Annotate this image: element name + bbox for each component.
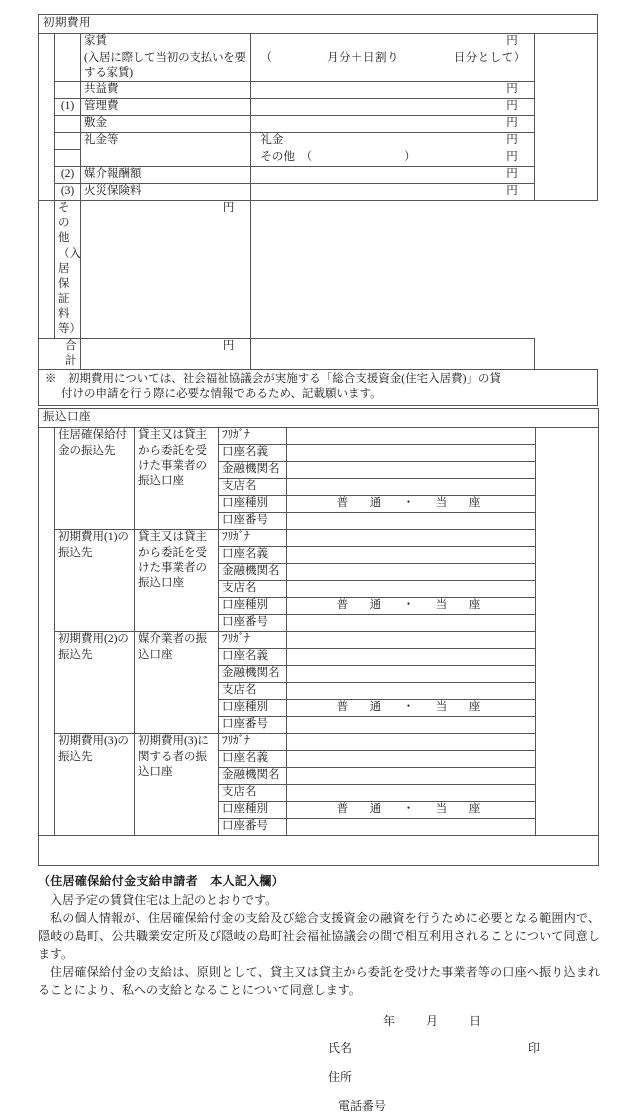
phone-label: 電話番号	[338, 1099, 387, 1114]
row-number-blank	[55, 82, 81, 99]
name-label: 氏名	[328, 1041, 353, 1056]
table-row	[39, 167, 598, 184]
table-row	[39, 201, 598, 339]
table-row	[39, 428, 599, 445]
bank-block-who-2: 初期費用(2)の振込先	[55, 632, 135, 734]
table-row	[39, 184, 598, 201]
field-label-kana: ﾌﾘｶﾞﾅ	[219, 530, 287, 547]
table-row	[39, 116, 598, 133]
field-input-branch-2[interactable]	[287, 683, 536, 700]
signature-name-row[interactable]	[38, 1039, 600, 1057]
signature-block	[38, 1039, 600, 1115]
date-year-label: 年	[383, 1014, 397, 1029]
yen-unit: 円	[506, 83, 518, 96]
table-row	[39, 82, 598, 99]
row-number-blank	[55, 116, 81, 133]
seal-label: 印	[528, 1041, 541, 1056]
field-input-bank-1[interactable]	[287, 564, 536, 581]
account-type-options-3[interactable]: 普 通 ・ 当 座	[287, 802, 536, 819]
row-number-blank	[55, 133, 81, 150]
account-type-options-0[interactable]: 普 通 ・ 当 座	[287, 496, 536, 513]
date-day-label: 日	[469, 1014, 483, 1029]
key-money-label: 礼金	[260, 134, 284, 147]
field-input-kana-0[interactable]	[287, 428, 536, 445]
field-input-branch-1[interactable]	[287, 581, 536, 598]
field-input-branch-3[interactable]	[287, 785, 536, 802]
initial-costs-section-title: 初期費用	[39, 15, 598, 34]
row-number-1: (1)	[55, 99, 81, 116]
field-input-kana-3[interactable]	[287, 734, 536, 751]
cost-value-key-money	[251, 133, 534, 150]
table-row	[39, 632, 599, 649]
table-row	[39, 133, 598, 150]
field-input-holder-1[interactable]	[287, 547, 536, 564]
signature-phone-row[interactable]	[38, 1097, 600, 1115]
field-label-type: 口座種別	[219, 496, 287, 513]
field-label-holder: 口座名義	[219, 445, 287, 462]
cost-item-common-fee: 共益費	[81, 82, 251, 99]
rent-paren-open: （	[260, 51, 273, 64]
rent-months-label: 月分＋日割り	[327, 51, 400, 64]
yen-unit: 円	[506, 35, 518, 48]
bank-block-who-0: 住居確保給付金の振込先	[55, 428, 135, 530]
cost-value-key-money-other	[251, 150, 534, 167]
right-tail-cell	[534, 34, 597, 201]
field-input-branch-0[interactable]	[287, 479, 536, 496]
declaration-title: （住居確保給付金支給申請者 本人記入欄）	[38, 874, 285, 889]
field-label-branch: 支店名	[219, 683, 287, 700]
bank-block-desc-0: 貸主又は貸主から委託を受けた事業者の振込口座	[135, 428, 219, 530]
field-label-branch: 支店名	[219, 479, 287, 496]
field-label-bank: 金融機関名	[219, 564, 287, 581]
cost-value-management-fee	[251, 99, 534, 116]
declaration-paragraph-2: 私の個人情報が、住居確保給付金の支給及び総合支援資金の融資を行うために必要となる範囲内で、隠岐の島町、公共職業安定所及び隠岐の島町社会福祉協議会の間で相互利用されることについて同意します。	[38, 911, 600, 962]
declaration-block	[38, 872, 600, 1115]
yen-unit: 円	[506, 168, 518, 181]
bank-block-who-3: 初期費用(3)の振込先	[55, 734, 135, 836]
field-label-holder: 口座名義	[219, 547, 287, 564]
declaration-paragraph-3: 住居確保給付金の支給は、原則として、貸主又は貸主から委託を受けた事業者等の口座へ振り込まれることにより、私への支給となることについて同意します。	[38, 965, 600, 998]
field-label-number: 口座番号	[219, 615, 287, 632]
initial-costs-note-row	[39, 369, 598, 405]
field-label-type: 口座種別	[219, 598, 287, 615]
yen-unit: 円	[506, 100, 518, 113]
field-label-number: 口座番号	[219, 819, 287, 836]
field-label-kana: ﾌﾘｶﾞﾅ	[219, 632, 287, 649]
yen-unit: 円	[222, 202, 235, 215]
bank-accounts-blank-row	[39, 836, 599, 866]
date-line[interactable]	[38, 1012, 600, 1030]
key-money-other-label: その他 （ ）	[260, 150, 416, 163]
cost-item-deposit: 敷金	[81, 116, 251, 133]
field-label-branch: 支店名	[219, 785, 287, 802]
cost-value-other	[81, 201, 251, 339]
cost-value-total	[81, 338, 251, 369]
bank-accounts-header-row	[39, 409, 599, 428]
initial-costs-note	[39, 369, 598, 405]
account-type-options-1[interactable]: 普 通 ・ 当 座	[287, 598, 536, 615]
note-line-2: 付けの申請を行う際に必要な情報であるため、記載願います。	[61, 388, 382, 401]
field-label-bank: 金融機関名	[219, 768, 287, 785]
table-row	[39, 530, 599, 547]
field-input-number-2[interactable]	[287, 717, 536, 734]
field-label-branch: 支店名	[219, 581, 287, 598]
cost-value-rent	[251, 34, 534, 51]
field-input-kana-1[interactable]	[287, 530, 536, 547]
declaration-line-1: 入居予定の賃貸住宅は上記のとおりです。	[50, 893, 278, 908]
cost-value-fire-insurance	[251, 184, 534, 201]
bank-accounts-table	[38, 408, 599, 866]
field-input-holder-2[interactable]	[287, 649, 536, 666]
bank-block-desc-2: 媒介業者の振込口座	[135, 632, 219, 734]
account-type-options-2[interactable]: 普 通 ・ 当 座	[287, 700, 536, 717]
cost-value-broker-fee	[251, 167, 534, 184]
right-tail-cell	[536, 428, 599, 836]
field-label-kana: ﾌﾘｶﾞﾅ	[219, 734, 287, 751]
row-number-blank	[55, 34, 81, 82]
row-number-blank	[39, 201, 55, 339]
cost-item-key-money: 礼金等	[81, 133, 251, 167]
initial-costs-header-row	[39, 15, 598, 34]
table-row	[39, 34, 598, 51]
cost-item-fire-insurance: 火災保険料	[81, 184, 251, 201]
cost-value-rent-breakdown	[251, 51, 534, 82]
bank-block-desc-1: 貸主又は貸主から委託を受けた事業者の振込口座	[135, 530, 219, 632]
yen-unit: 円	[506, 185, 518, 198]
date-month-label: 月	[426, 1014, 440, 1029]
cost-item-broker-fee: 媒介報酬額	[81, 167, 251, 184]
bank-block-desc-3: 初期費用(3)に関する者の振込口座	[135, 734, 219, 836]
field-label-number: 口座番号	[219, 513, 287, 530]
field-label-holder: 口座名義	[219, 751, 287, 768]
left-gutter-cell	[39, 428, 55, 836]
right-tail-cell	[251, 338, 534, 369]
bank-accounts-section-title: 振込口座	[39, 409, 599, 428]
table-row	[39, 51, 598, 82]
yen-unit: 円	[506, 117, 518, 130]
yen-unit: 円	[222, 339, 235, 352]
row-number-blank	[55, 150, 81, 167]
field-label-number: 口座番号	[219, 717, 287, 734]
field-label-type: 口座種別	[219, 802, 287, 819]
field-label-type: 口座種別	[219, 700, 287, 717]
blank-notes-area[interactable]	[39, 836, 599, 866]
field-input-number-3[interactable]	[287, 819, 536, 836]
yen-unit: 円	[506, 134, 518, 147]
field-label-holder: 口座名義	[219, 649, 287, 666]
field-input-bank-3[interactable]	[287, 768, 536, 785]
note-marker: ※	[45, 372, 57, 385]
field-input-holder-3[interactable]	[287, 751, 536, 768]
row-number-2: (2)	[55, 167, 81, 184]
signature-address-row[interactable]	[38, 1068, 600, 1086]
field-input-kana-2[interactable]	[287, 632, 536, 649]
left-gutter-cell	[39, 34, 55, 201]
field-label-bank: 金融機関名	[219, 462, 287, 479]
field-input-holder-0[interactable]	[287, 445, 536, 462]
rent-days-label: 日分として）	[453, 51, 526, 64]
cost-value-common-fee	[251, 82, 534, 99]
cost-item-rent: 家賃	[81, 34, 251, 51]
cost-item-rent-subnote: (入居に際して当初の支払いを要する家賃)	[81, 51, 251, 82]
field-input-number-0[interactable]	[287, 513, 536, 530]
field-label-kana: ﾌﾘｶﾞﾅ	[219, 428, 287, 445]
cost-item-total: 合計	[39, 338, 81, 369]
bank-block-who-1: 初期費用(1)の振込先	[55, 530, 135, 632]
field-input-bank-2[interactable]	[287, 666, 536, 683]
cost-item-other: その他 （入居保証料等）	[55, 201, 81, 339]
table-row	[39, 99, 598, 116]
initial-costs-table	[38, 14, 598, 406]
field-label-bank: 金融機関名	[219, 666, 287, 683]
row-number-3: (3)	[55, 184, 81, 201]
yen-unit: 円	[506, 150, 518, 163]
cost-item-management-fee: 管理費	[81, 99, 251, 116]
table-row	[39, 338, 598, 369]
table-row	[39, 734, 599, 751]
note-text-1: 初期費用については、社会福祉協議会が実施する「総合支援資金(住宅入居費)」の貸	[68, 372, 501, 385]
field-input-number-1[interactable]	[287, 615, 536, 632]
field-input-bank-0[interactable]	[287, 462, 536, 479]
address-label: 住所	[328, 1070, 353, 1085]
cost-value-deposit	[251, 116, 534, 133]
note-line-1	[45, 372, 591, 387]
